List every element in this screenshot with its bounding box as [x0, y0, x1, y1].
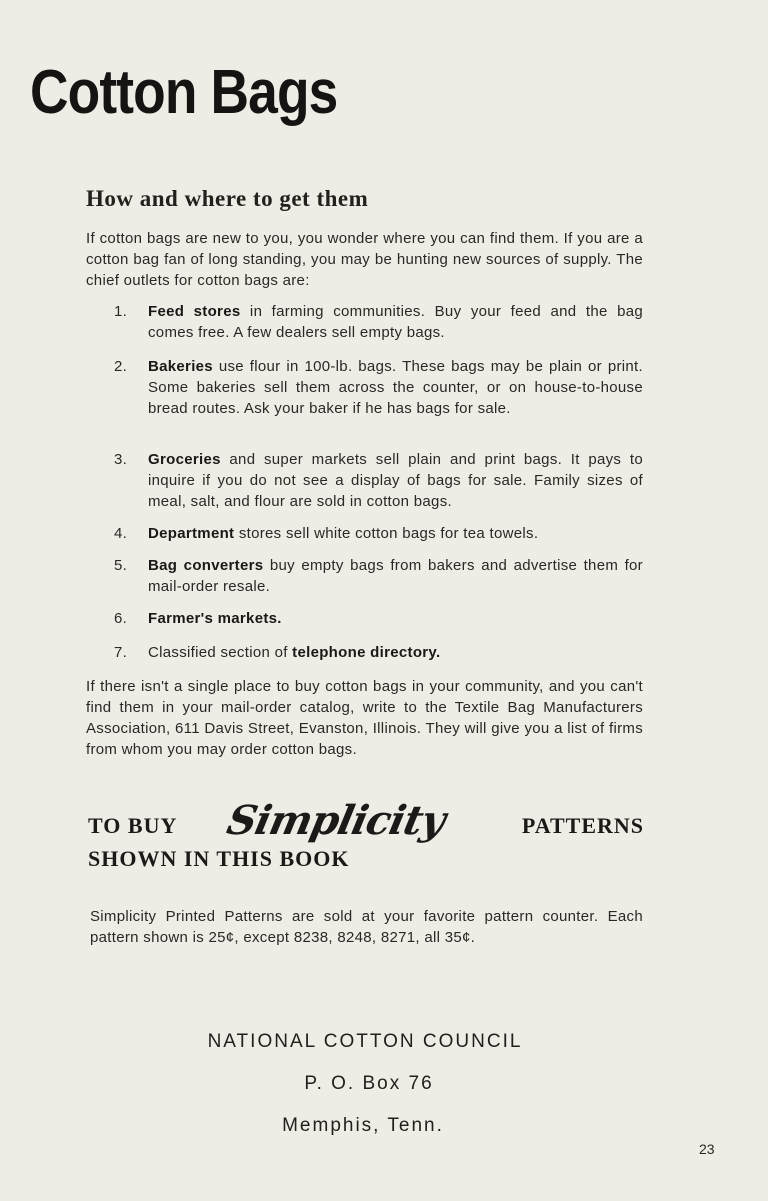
page-title: Cotton Bags: [30, 58, 338, 127]
list-number: 2.: [114, 358, 128, 375]
list-item-emphasis: telephone directory.: [292, 644, 441, 661]
buy-heading: [88, 797, 644, 849]
list-item-lead: Department: [148, 525, 235, 542]
list-number: 5.: [114, 557, 128, 574]
simplicity-logo: Simplicity: [223, 797, 450, 844]
list-item: [114, 642, 643, 663]
list-item-lead: Feed stores: [148, 303, 241, 320]
list-item-text: stores sell white cotton bags for tea towels.: [234, 525, 539, 542]
page-number: 23: [699, 1141, 715, 1157]
list-item-text: and super markets sell plain and print bags. It pays to inquire if you do not see a display of bags for sale. Family sizes of meal, salt, and flour are sold in cotton bags.: [148, 451, 643, 510]
list-number: 1.: [114, 303, 128, 320]
shown-in-book-text: SHOWN IN THIS BOOK: [88, 846, 350, 871]
closing-paragraph: If there isn't a single place to buy cotton bags in your community, and you can't find them in your mail-order catalog, write to the Textile Bag Manufacturers Association, 611 Davis Street, Evanston, Illinois. They will give you a list of firms from whom you may order cotton bags.: [86, 678, 643, 758]
list-number: 7.: [114, 644, 128, 661]
po-box: P. O. Box 76: [304, 1073, 434, 1094]
list-item: [114, 523, 643, 544]
list-item-lead: Bakeries: [148, 358, 213, 375]
list-item: [114, 555, 643, 597]
list-number: 6.: [114, 610, 128, 627]
list-item-text: Classified section of: [148, 644, 293, 661]
list-item: [114, 449, 643, 512]
list-number: 4.: [114, 525, 128, 542]
list-item-text: buy empty bags from bakers and advertise them for mail-order resale.: [148, 557, 643, 595]
list-item-text: use flour in 100-lb. bags. These bags may be plain or print. Some bakeries sell them across the counter, or on house-to-house bread routes. Ask your baker if he has bags for sale.: [148, 358, 643, 417]
list-number: 3.: [114, 451, 128, 468]
section-heading: How and where to get them: [86, 186, 369, 211]
organization-name: NATIONAL COTTON COUNCIL: [207, 1031, 523, 1052]
list-item-lead: Bag converters: [148, 557, 264, 574]
list-item-lead: Farmer's markets.: [148, 610, 282, 627]
to-buy-text: TO BUY: [88, 813, 178, 838]
pricing-paragraph: Simplicity Printed Patterns are sold at your favorite pattern counter. Each pattern shown is 25¢, except 8238, 8248, 8271, all 35¢.: [90, 908, 643, 946]
list-item-text: in farming communities. Buy your feed and the bag comes free. A few dealers sell empty bags.: [148, 303, 644, 341]
list-item: [114, 301, 643, 343]
intro-paragraph: If cotton bags are new to you, you wonder where you can find them. If you are a cotton bag fan of long standing, you may be hunting new sources of supply. The chief outlets for cotton bags are:: [86, 230, 643, 289]
list-item: [114, 356, 643, 419]
list-item-lead: Groceries: [148, 451, 221, 468]
list-item: [114, 608, 643, 629]
patterns-text: PATTERNS: [521, 813, 644, 838]
city-state: Memphis, Tenn.: [282, 1115, 444, 1136]
